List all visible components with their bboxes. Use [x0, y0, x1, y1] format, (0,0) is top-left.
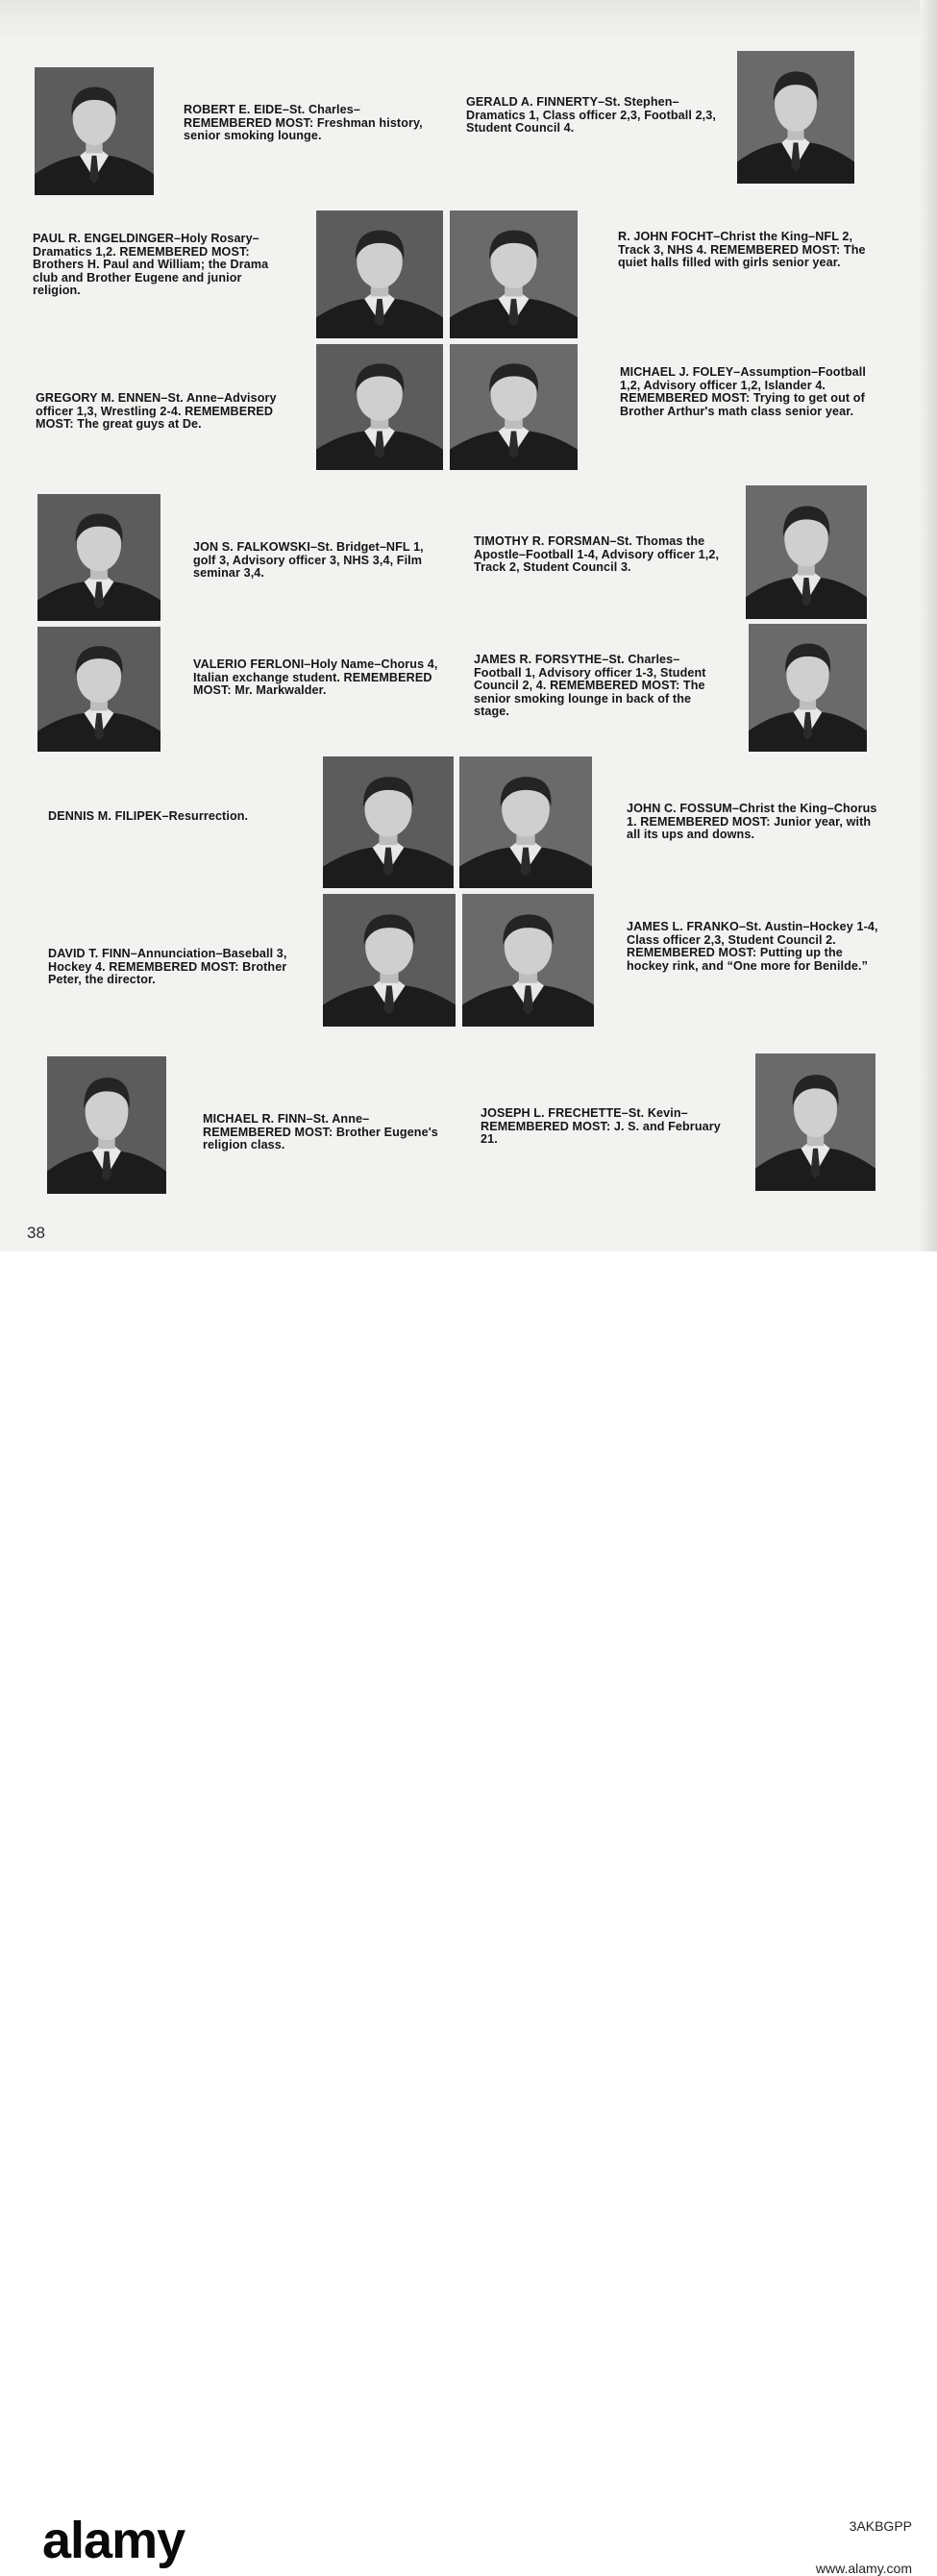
portrait-silhouette — [323, 894, 456, 1027]
portrait-silhouette — [316, 211, 443, 338]
portrait-filipek — [323, 756, 454, 888]
portrait-silhouette — [459, 756, 592, 888]
portrait-falkowski — [37, 494, 160, 621]
site-credit: www.alamy.com — [815, 2561, 912, 2576]
portrait-silhouette — [37, 494, 160, 621]
portrait-silhouette — [37, 627, 160, 752]
portrait-forsythe — [749, 624, 867, 752]
bio-ennen: GREGORY M. ENNEN–St. Anne–Advisory officer 1,3, Wrestling 2-4. REMEMBERED MOST: The great guys at De. — [36, 391, 277, 432]
portrait-ferloni — [37, 627, 160, 752]
portrait-silhouette — [316, 344, 443, 470]
page-number: 38 — [27, 1224, 45, 1242]
portrait-ennen — [316, 344, 443, 470]
bio-forsythe: JAMES R. FORSYTHE–St. Charles–Football 1, Advisory officer 1-3, Student Council 2, 4. REMEMBERED MOST: The senior smoking lounge in back of the stage. — [474, 653, 706, 719]
bio-fossum: JOHN C. FOSSUM–Christ the King–Chorus 1. REMEMBERED MOST: Junior year, with all its ups and downs. — [627, 802, 877, 842]
bio-filipek: DENNIS M. FILIPEK–Resurrection. — [48, 809, 249, 823]
portrait-foley — [450, 344, 578, 470]
portrait-silhouette — [35, 67, 154, 195]
page-top-shadow — [0, 0, 937, 40]
bio-finn-michael: MICHAEL R. FINN–St. Anne– REMEMBERED MOST: Brother Eugene's religion class. — [203, 1112, 438, 1152]
bio-engeldinger: PAUL R. ENGELDINGER–Holy Rosary–Dramatics 1,2. REMEMBERED MOST: Brothers H. Paul and William; the Drama club and Brother Eugene and junior religion. — [33, 232, 269, 298]
portrait-silhouette — [450, 344, 578, 470]
portrait-franko — [462, 894, 594, 1027]
portrait-finn-david — [323, 894, 456, 1027]
portrait-silhouette — [47, 1056, 166, 1194]
watermark-footer — [0, 1251, 937, 2576]
bio-falkowski: JON S. FALKOWSKI–St. Bridget–NFL 1, golf 3, Advisory officer 3, NHS 3,4, Film seminar 3,4. — [193, 540, 424, 581]
bio-focht: R. JOHN FOCHT–Christ the King–NFL 2, Track 3, NHS 4. REMEMBERED MOST: The quiet halls filled with girls senior year. — [618, 230, 866, 270]
portrait-focht — [450, 211, 578, 338]
yearbook-page — [0, 0, 937, 1251]
portrait-frechette — [755, 1053, 875, 1191]
bio-forsman: TIMOTHY R. FORSMAN–St. Thomas the Apostle–Football 1-4, Advisory officer 1,2, Track 2, Student Council 3. — [474, 534, 720, 575]
bio-frechette: JOSEPH L. FRECHETTE–St. Kevin–REMEMBERED MOST: J. S. and February 21. — [481, 1106, 721, 1147]
image-id: 3AKBGPP — [849, 2518, 912, 2534]
portrait-finn-michael — [47, 1056, 166, 1194]
bio-finn-david: DAVID T. FINN–Annunciation–Baseball 3, Hockey 4. REMEMBERED MOST: Brother Peter, the director. — [48, 947, 287, 987]
portrait-silhouette — [462, 894, 594, 1027]
portrait-silhouette — [450, 211, 578, 338]
portrait-silhouette — [746, 485, 867, 619]
bio-foley: MICHAEL J. FOLEY–Assumption–Football 1,2, Advisory officer 1,2, Islander 4. REMEMBERED MOST: Trying to get out of Brother Arthur's math class senior year. — [620, 365, 866, 418]
portrait-silhouette — [749, 624, 867, 752]
portrait-eide — [35, 67, 154, 195]
portrait-silhouette — [323, 756, 454, 888]
brand-wordmark: alamy — [42, 2512, 185, 2569]
portrait-forsman — [746, 485, 867, 619]
bio-eide: ROBERT E. EIDE–St. Charles– REMEMBERED MOST: Freshman history, senior smoking lounge. — [184, 103, 423, 143]
bio-ferloni: VALERIO FERLONI–Holy Name–Chorus 4, Italian exchange student. REMEMBERED MOST: Mr. Markwalder. — [193, 657, 438, 698]
bio-finnerty: GERALD A. FINNERTY–St. Stephen–Dramatics 1, Class officer 2,3, Football 2,3, Student Council 4. — [466, 95, 716, 136]
portrait-finnerty — [737, 51, 854, 184]
portrait-silhouette — [755, 1053, 875, 1191]
portrait-silhouette — [737, 51, 854, 184]
portrait-engeldinger — [316, 211, 443, 338]
bio-franko: JAMES L. FRANKO–St. Austin–Hockey 1-4, Class officer 2,3, Student Council 2. REMEMBERED MOST: Putting up the hockey rink, and “One more for Benilde.” — [627, 920, 878, 973]
page-right-shadow — [920, 0, 937, 1251]
portrait-fossum — [459, 756, 592, 888]
